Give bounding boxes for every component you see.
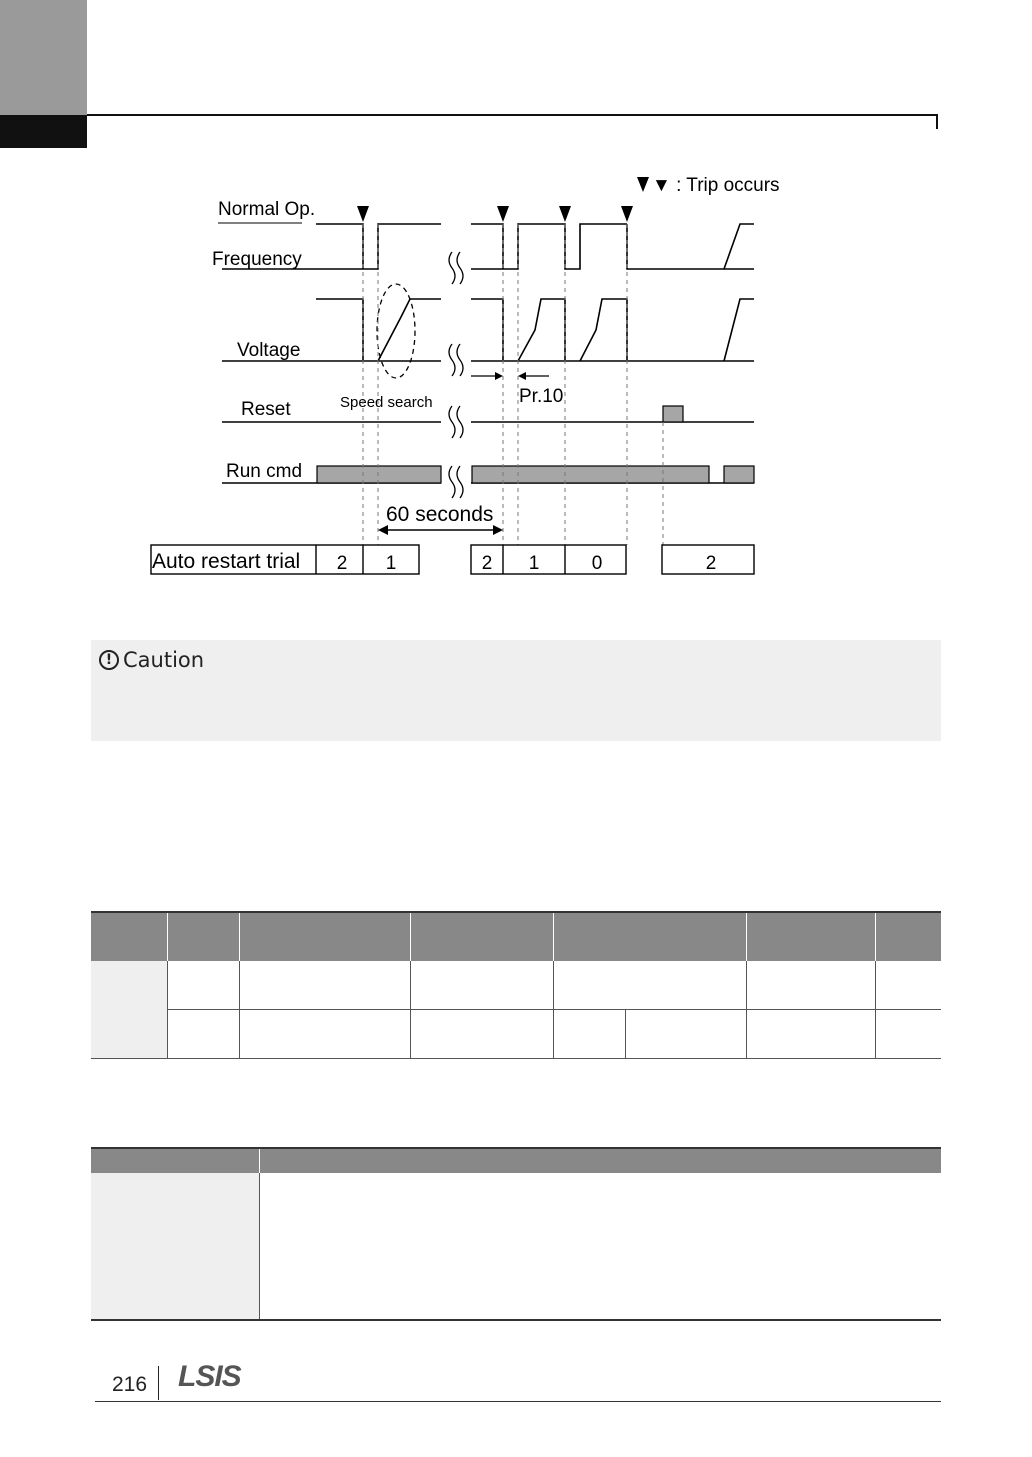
header-corner-black [0, 115, 87, 148]
trip-marker-legend-icon [637, 177, 649, 192]
auto-restart-timing-diagram [140, 165, 780, 585]
caution-title-text: Caution [123, 648, 205, 672]
table-header-cell [240, 912, 411, 961]
table-header-cell [91, 1148, 260, 1173]
table-cell [554, 1010, 626, 1059]
table-row [91, 1173, 941, 1320]
table-header-cell [260, 1148, 942, 1173]
header-rule [87, 114, 938, 116]
exclamation-circle-icon: ! [99, 650, 119, 670]
trial-count-1: 2 [336, 553, 348, 574]
label-auto-restart-trial: Auto restart trial [152, 550, 301, 573]
reset-waveform [222, 406, 754, 422]
table-header-row [91, 1148, 941, 1173]
label-60-seconds: 60 seconds [386, 503, 494, 526]
label-frequency: Frequency [212, 249, 302, 270]
table-cell [747, 1010, 876, 1059]
trip-marker-1 [357, 206, 369, 222]
table-cell [240, 1010, 411, 1059]
table-row [91, 1010, 941, 1059]
lsis-logo: LSIS [178, 1360, 241, 1393]
table-cell [411, 1010, 554, 1059]
table-header-cell [747, 912, 876, 961]
label-pr10: Pr.10 [519, 386, 564, 407]
parameter-table [91, 911, 941, 1059]
caution-heading [99, 648, 204, 672]
table-header-cell [876, 912, 942, 961]
table-header-row [91, 912, 941, 961]
table-cell [168, 961, 240, 1010]
table-cell [411, 961, 554, 1010]
header-rule-tick [936, 114, 938, 129]
table-header-cell [411, 912, 554, 961]
description-table [91, 1147, 941, 1321]
table-group-cell [91, 1173, 260, 1320]
footer-rule [95, 1401, 941, 1402]
label-speed-search: Speed search [340, 394, 433, 411]
dashed-guides [363, 224, 663, 545]
page-number: 216 [112, 1373, 148, 1396]
trial-count-5: 0 [591, 553, 603, 574]
table-cell [168, 1010, 240, 1059]
table-header-cell [554, 912, 747, 961]
table-group-cell [91, 961, 168, 1059]
table-cell [240, 961, 411, 1010]
trial-count-6: 2 [705, 553, 717, 574]
legend-trip-occurs: ▼ : Trip occurs [652, 175, 780, 196]
table-cell [876, 961, 942, 1010]
table-cell [260, 1173, 942, 1320]
table-cell [626, 1010, 747, 1059]
footer-divider [158, 1366, 159, 1400]
table-header-cell [168, 912, 240, 961]
header-corner-gray [0, 0, 87, 115]
trial-count-2: 1 [385, 553, 397, 574]
table-cell [747, 961, 876, 1010]
table-row [91, 961, 941, 1010]
trip-marker-4 [621, 206, 633, 222]
voltage-waveform [222, 299, 754, 361]
caution-box [91, 640, 941, 741]
label-run-cmd: Run cmd [226, 461, 303, 482]
table-header-cell [91, 912, 168, 961]
trial-count-3: 2 [481, 553, 493, 574]
frequency-waveform [222, 224, 754, 269]
pr10-interval-arrows [471, 372, 549, 380]
table-cell [554, 961, 747, 1010]
trip-marker-3 [559, 206, 571, 222]
sixty-seconds-arrow [378, 525, 503, 535]
label-voltage: Voltage [237, 340, 301, 361]
speed-search-ellipse [377, 284, 415, 378]
label-reset: Reset [241, 399, 291, 420]
label-normal-op: Normal Op. [218, 199, 316, 220]
table-cell [876, 1010, 942, 1059]
time-break-marks [449, 252, 463, 498]
trip-marker-2 [497, 206, 509, 222]
trial-count-4: 1 [528, 553, 540, 574]
